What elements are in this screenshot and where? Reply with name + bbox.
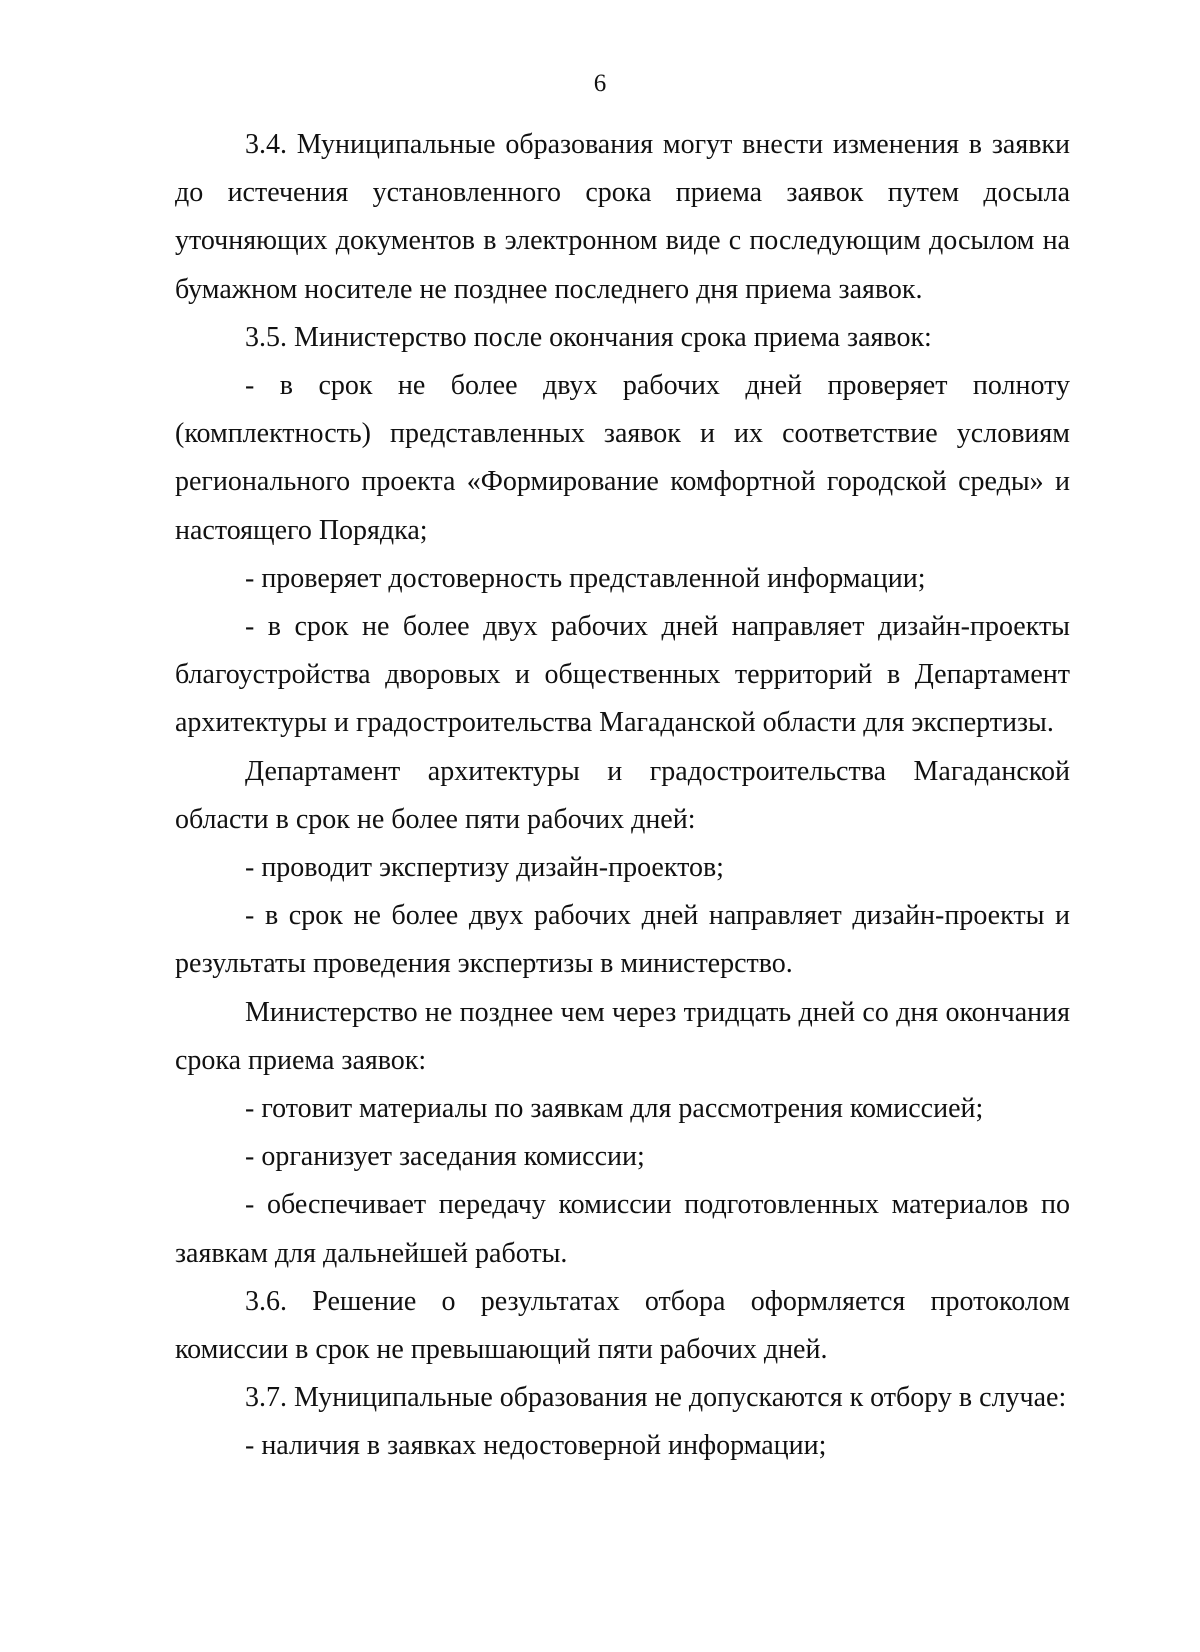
list-item-unreliable-info: - наличия в заявках недостоверной информации; [245, 1430, 827, 1462]
paragraph-3-7: 3.7. Муниципальные образования не допускаются к отбору в случае: [245, 1382, 1067, 1414]
document-body [175, 121, 1070, 1471]
paragraph-3-4: 3.4. Муниципальные образования могут внести изменения в заявки до истечения установленного срока приема заявок путем досыла уточняющих документов в электронном виде с последующим досылом на бумажном носителе не позднее последнего дня приема заявок. [175, 129, 1070, 305]
list-item-transfer-materials: - обеспечивает передачу комиссии подготовленных материалов по заявкам для дальнейшей работы. [175, 1189, 1070, 1269]
list-item-send-results: - в срок не более двух рабочих дней направляет дизайн-проекты и результаты проведения экспертизы в министерство. [175, 900, 1070, 980]
list-item-prepare-materials: - готовит материалы по заявкам для рассмотрения комиссией; [245, 1093, 984, 1125]
paragraph-3-5: 3.5. Министерство после окончания срока приема заявок: [245, 321, 932, 353]
paragraph-ministry: Министерство не позднее чем через тридцать дней со дня окончания срока приема заявок: [175, 996, 1070, 1076]
paragraph-department: Департамент архитектуры и градостроительства Магаданской области в срок не более пяти рабочих дней: [175, 755, 1070, 835]
paragraph-3-6: 3.6. Решение о результатах отбора оформляется протоколом комиссии в срок не превышающий пяти рабочих дней. [175, 1285, 1070, 1366]
list-item-expertise: - проводит экспертизу дизайн-проектов; [245, 852, 724, 884]
page-number: 6 [593, 70, 607, 97]
list-item-send-design-projects: - в срок не более двух рабочих дней направляет дизайн-проекты благоустройства дворовых и общественных территорий в Департамент архитектуры и градостроительства Магаданской области для экспертизы. [175, 611, 1070, 739]
list-item-check-reliability: - проверяет достоверность представленной информации; [245, 562, 926, 594]
list-item-organize-meetings: - организует заседания комиссии; [245, 1141, 645, 1173]
list-item-check-completeness: - в срок не более двух рабочих дней проверяет полноту (комплектность) представленных заявок и их соответствие условиям регионального проекта «Формирование комфортной городской среды» и настоящего Порядка; [175, 370, 1070, 546]
